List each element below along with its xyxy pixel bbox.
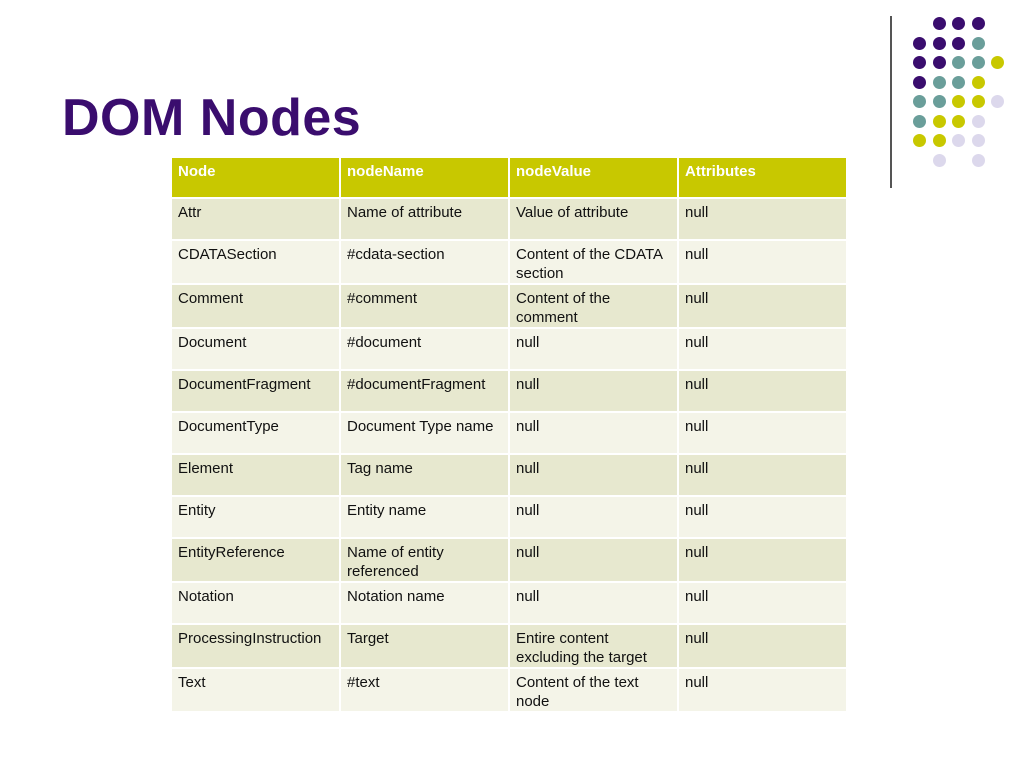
cell-nodename: Entity name (341, 497, 508, 537)
table-row (172, 285, 846, 327)
cell-nodename: #documentFragment (341, 371, 508, 411)
decor-dot (933, 95, 946, 108)
decor-dot (972, 95, 985, 108)
cell-nodename: Document Type name (341, 413, 508, 453)
decor-dot (933, 115, 946, 128)
decor-dot (933, 17, 946, 30)
table-row (172, 241, 846, 283)
cell-attributes: null (679, 285, 846, 327)
table-row (172, 583, 846, 623)
cell-nodevalue: Entire content excluding the target (510, 625, 677, 667)
decor-dot (913, 134, 926, 147)
decor-dot (972, 115, 985, 128)
table-row (172, 625, 846, 667)
cell-node: Text (172, 669, 339, 711)
cell-nodevalue: null (510, 455, 677, 495)
cell-nodename: #document (341, 329, 508, 369)
cell-nodevalue: null (510, 371, 677, 411)
cell-node: DocumentFragment (172, 371, 339, 411)
table-row (172, 371, 846, 411)
cell-nodevalue: null (510, 583, 677, 623)
cell-attributes: null (679, 371, 846, 411)
decor-dot (972, 17, 985, 30)
cell-attributes: null (679, 455, 846, 495)
cell-attributes: null (679, 539, 846, 581)
dom-nodes-table (170, 156, 848, 713)
header-nodename: nodeName (341, 158, 508, 197)
decor-dot (972, 76, 985, 89)
cell-node: Element (172, 455, 339, 495)
cell-nodename: Notation name (341, 583, 508, 623)
decor-dot (952, 37, 965, 50)
cell-attributes: null (679, 497, 846, 537)
table-row (172, 329, 846, 369)
decor-dot (933, 134, 946, 147)
decor-dot (972, 154, 985, 167)
decor-dot (972, 56, 985, 69)
cell-nodevalue: Content of the text node (510, 669, 677, 711)
table-body (172, 199, 846, 711)
cell-nodename: Target (341, 625, 508, 667)
decor-dot (913, 115, 926, 128)
cell-node: Document (172, 329, 339, 369)
table-header-row (172, 158, 846, 197)
cell-nodevalue: Content of the CDATA section (510, 241, 677, 283)
decor-dot (933, 37, 946, 50)
decor-dot (913, 95, 926, 108)
cell-attributes: null (679, 413, 846, 453)
cell-node: Comment (172, 285, 339, 327)
decor-dot (913, 56, 926, 69)
cell-attributes: null (679, 669, 846, 711)
decor-dot (913, 37, 926, 50)
cell-nodevalue: null (510, 329, 677, 369)
cell-nodename: Name of attribute (341, 199, 508, 239)
cell-nodevalue: Content of the comment (510, 285, 677, 327)
cell-nodename: #cdata-section (341, 241, 508, 283)
cell-attributes: null (679, 625, 846, 667)
table-row (172, 199, 846, 239)
decor-dot (933, 154, 946, 167)
divider-line (890, 16, 892, 188)
decor-dot (933, 76, 946, 89)
decor-dot (952, 95, 965, 108)
cell-nodename: Name of entity referenced (341, 539, 508, 581)
cell-attributes: null (679, 583, 846, 623)
decor-dot (991, 95, 1004, 108)
decor-dot (952, 17, 965, 30)
cell-nodename: #text (341, 669, 508, 711)
cell-nodename: Tag name (341, 455, 508, 495)
cell-nodevalue: null (510, 539, 677, 581)
decor-dot (972, 134, 985, 147)
table-row (172, 413, 846, 453)
page-title: DOM Nodes (62, 89, 362, 147)
cell-node: ProcessingInstruction (172, 625, 339, 667)
decor-dot (952, 134, 965, 147)
decor-dot (972, 37, 985, 50)
cell-node: Attr (172, 199, 339, 239)
cell-nodename: #comment (341, 285, 508, 327)
header-node: Node (172, 158, 339, 197)
cell-node: EntityReference (172, 539, 339, 581)
table-row (172, 669, 846, 711)
table-row (172, 539, 846, 581)
decor-dot (952, 115, 965, 128)
table-row (172, 497, 846, 537)
cell-attributes: null (679, 329, 846, 369)
cell-node: Entity (172, 497, 339, 537)
decor-dot (913, 76, 926, 89)
cell-attributes: null (679, 241, 846, 283)
cell-nodevalue: null (510, 413, 677, 453)
table-row (172, 455, 846, 495)
decor-dot (952, 76, 965, 89)
header-attributes: Attributes (679, 158, 846, 197)
cell-node: DocumentType (172, 413, 339, 453)
decor-dot (991, 56, 1004, 69)
cell-attributes: null (679, 199, 846, 239)
decor-dot (933, 56, 946, 69)
cell-node: CDATASection (172, 241, 339, 283)
header-nodevalue: nodeValue (510, 158, 677, 197)
cell-nodevalue: Value of attribute (510, 199, 677, 239)
cell-nodevalue: null (510, 497, 677, 537)
decor-dot (952, 56, 965, 69)
cell-node: Notation (172, 583, 339, 623)
